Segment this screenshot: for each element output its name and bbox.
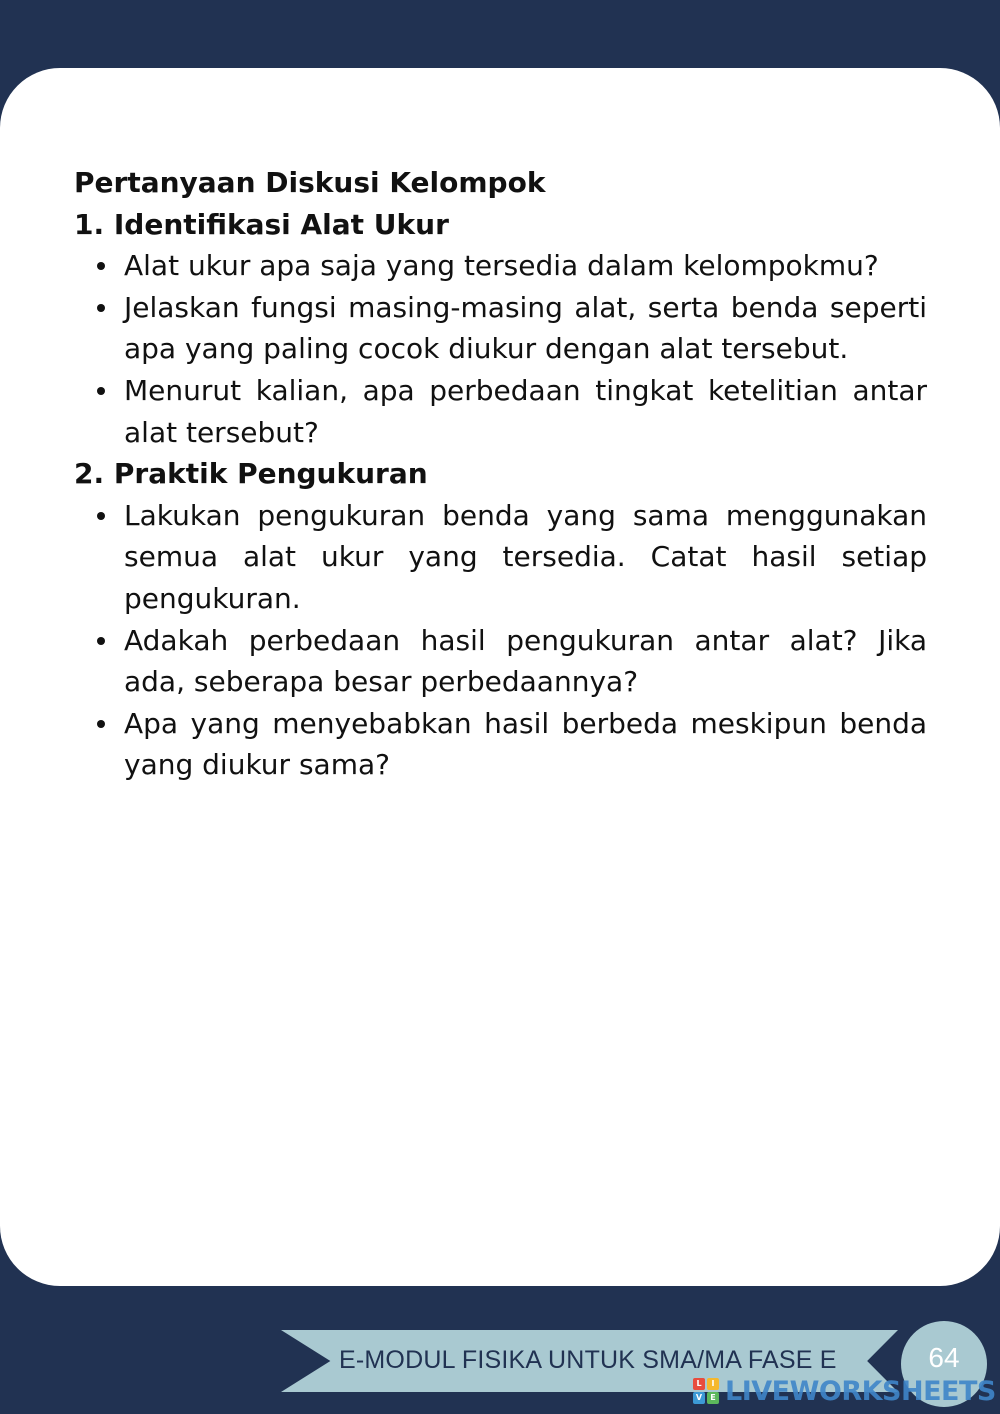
- page-number: 64: [928, 1342, 960, 1373]
- liveworksheets-logo-text: LIVEWORKSHEETS: [725, 1375, 996, 1407]
- liveworksheets-logo[interactable]: [693, 1374, 996, 1408]
- logo-letter: V: [693, 1392, 705, 1404]
- logo-letter: E: [707, 1392, 719, 1404]
- section-heading-1: 1. Identifikasi Alat Ukur: [74, 207, 449, 241]
- section-heading-2: 2. Praktik Pengukuran: [74, 457, 428, 491]
- footer-ribbon-text: E-MODUL FISIKA UNTUK SMA/MA FASE E: [339, 1346, 837, 1374]
- question-item: Apa yang menyebabkan hasil berbeda meskipun benda yang diukur sama?: [124, 703, 927, 786]
- logo-letter: I: [707, 1378, 719, 1390]
- question-item: Lakukan pengukuran benda yang sama menggunakan semua alat ukur yang tersedia. Catat hasil setiap pengukuran.: [124, 495, 927, 620]
- logo-letter: L: [693, 1378, 705, 1390]
- question-item: Alat ukur apa saja yang tersedia dalam kelompokmu?: [124, 245, 927, 287]
- section-title: Pertanyaan Diskusi Kelompok: [74, 166, 546, 199]
- worksheet-content: [74, 162, 927, 786]
- question-item: Menurut kalian, apa perbedaan tingkat ketelitian antar alat tersebut?: [124, 370, 927, 453]
- question-item: Jelaskan fungsi masing-masing alat, serta benda seperti apa yang paling cocok diukur dengan alat tersebut.: [124, 287, 927, 370]
- question-item: Adakah perbedaan hasil pengukuran antar alat? Jika ada, seberapa besar perbedaannya?: [124, 620, 927, 703]
- question-list-1: [74, 245, 927, 453]
- question-list-2: [74, 495, 927, 786]
- liveworksheets-logo-icon: [693, 1378, 719, 1404]
